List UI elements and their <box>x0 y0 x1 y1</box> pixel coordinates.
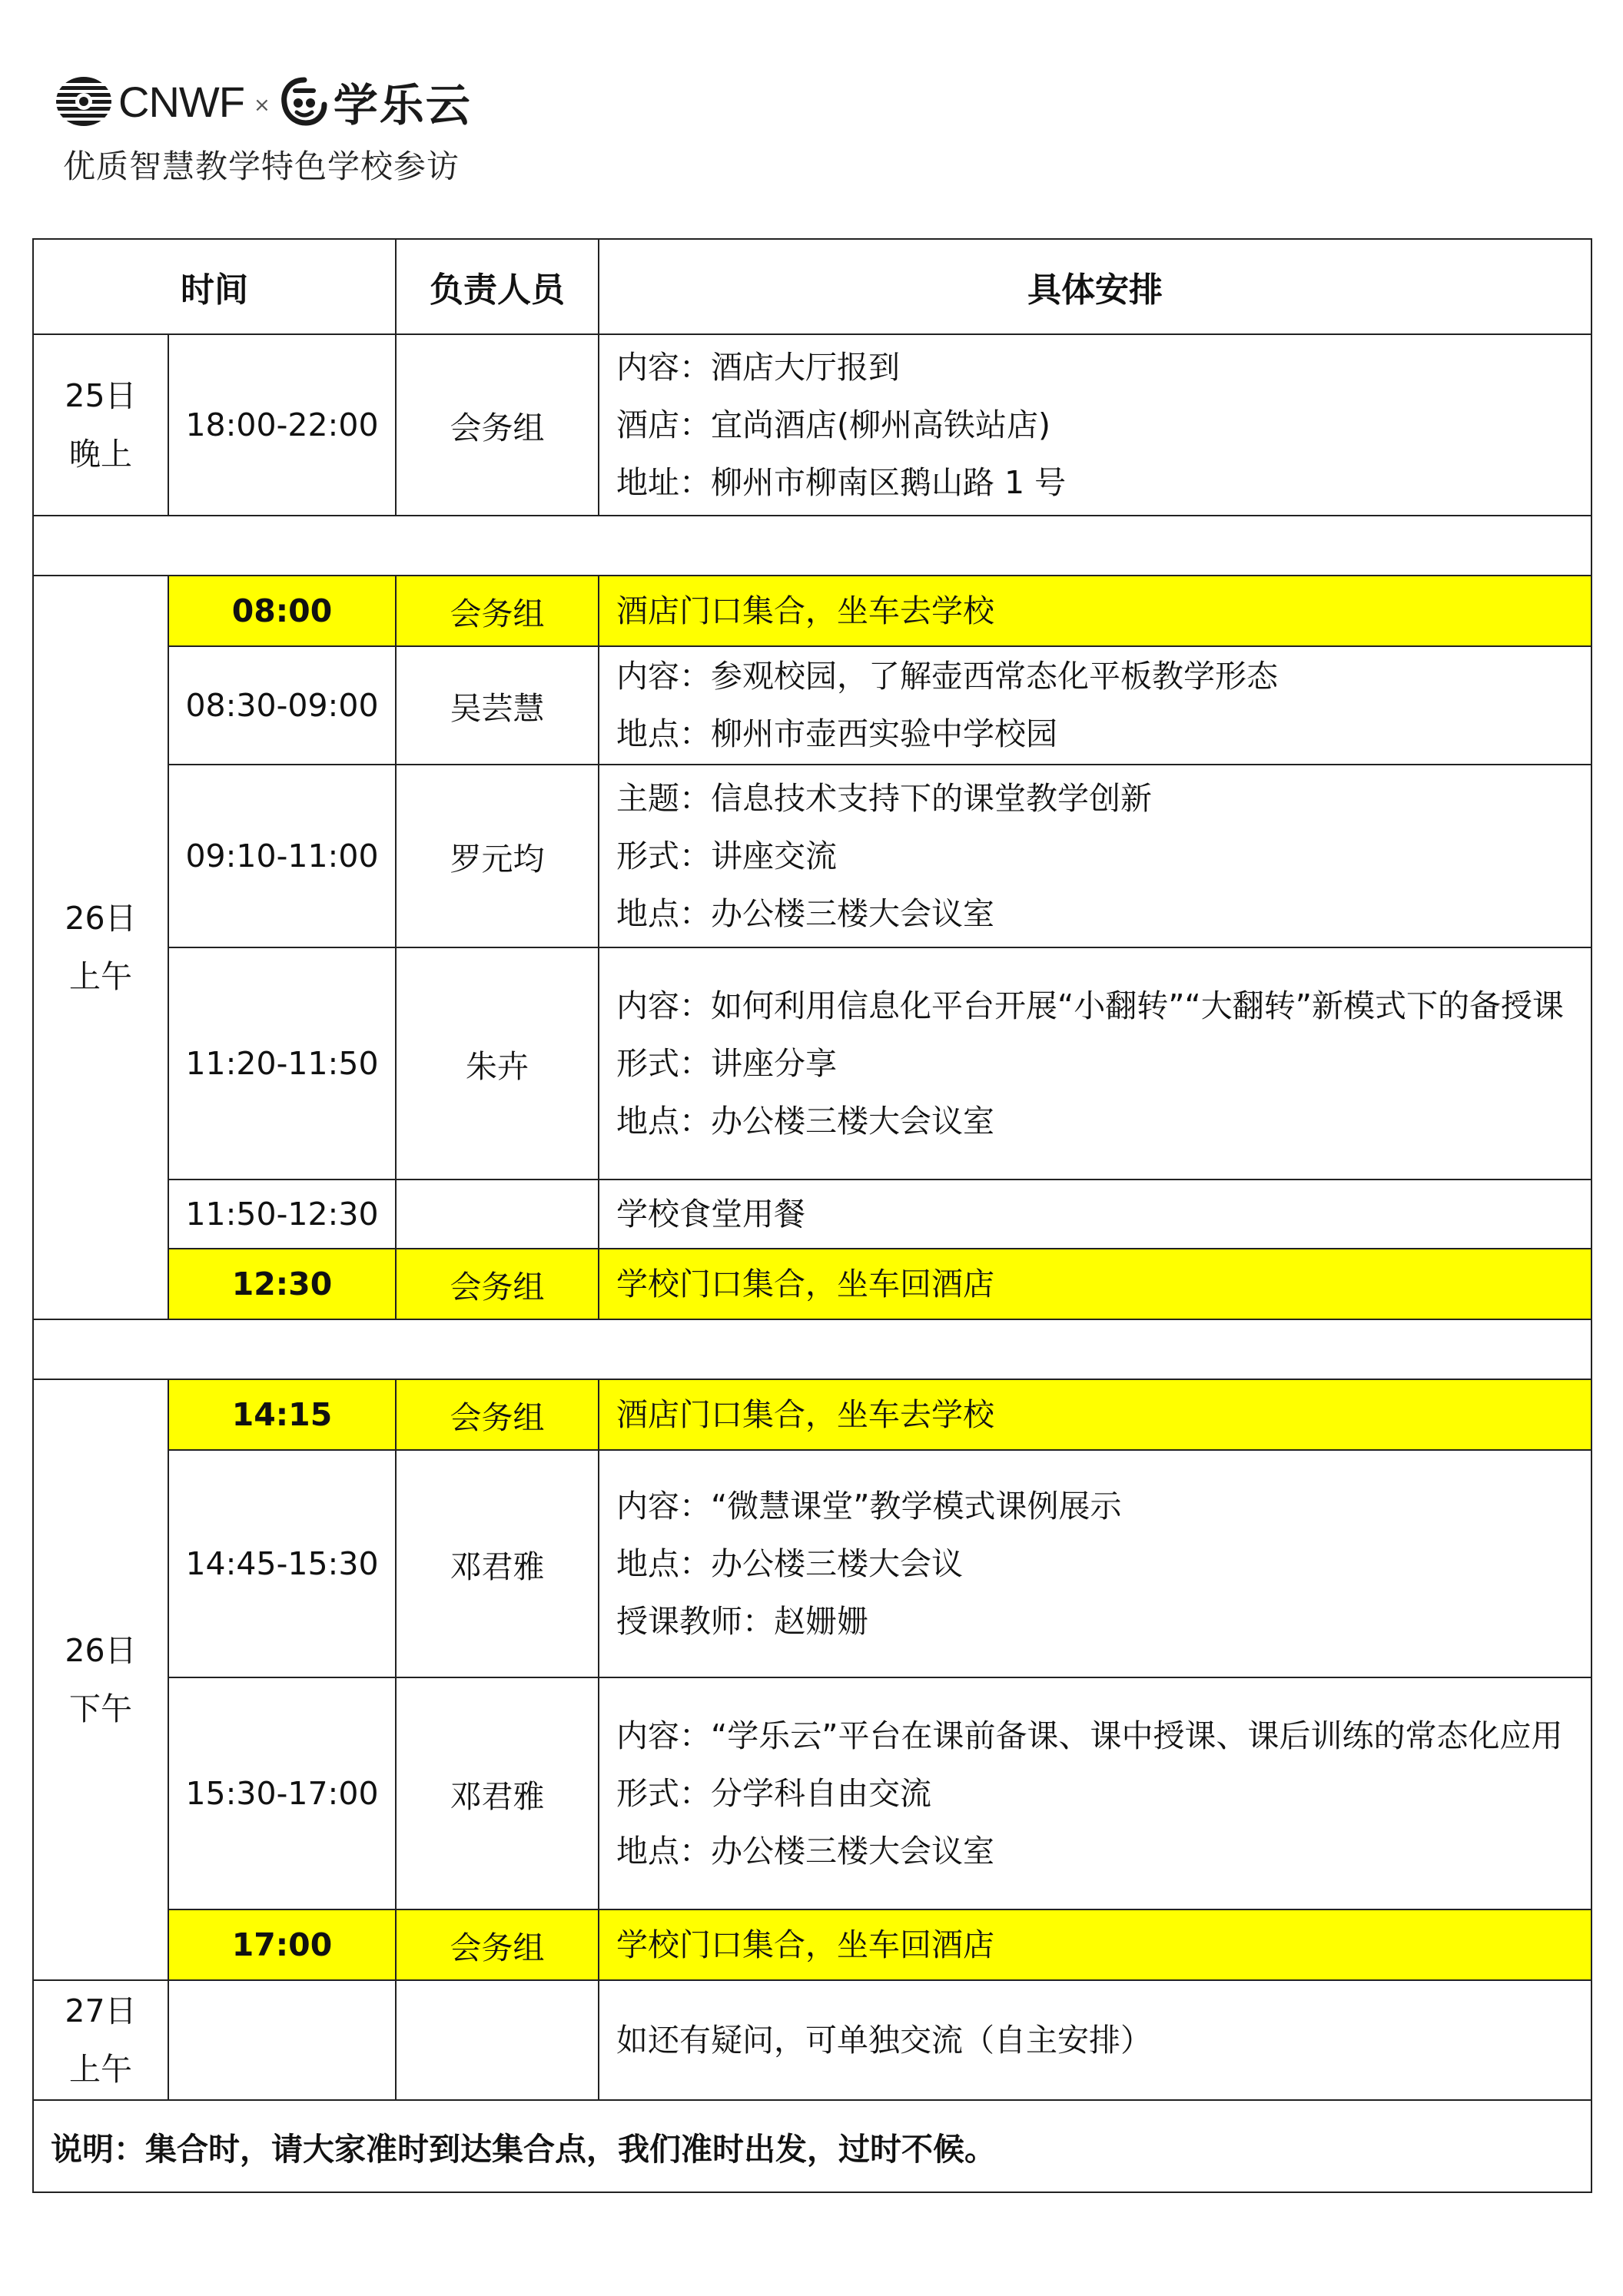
person-cell: 吴芸慧 <box>396 646 599 765</box>
table-row <box>33 1249 1591 1319</box>
person-cell: 会务组 <box>396 334 599 516</box>
detail-line: 主题：信息技术支持下的课堂教学创新 <box>616 779 1152 817</box>
detail-cell <box>599 765 1591 947</box>
brand-name: CNWF <box>118 77 244 126</box>
detail-line: 内容：如何利用信息化平台开展“小翻转”“大翻转”新模式下的备授课 <box>616 987 1564 1024</box>
detail-line: 授课教师：赵姗姗 <box>616 1602 868 1640</box>
table-row <box>33 1180 1591 1249</box>
day-cell <box>33 334 168 516</box>
person-cell: 邓君雅 <box>396 1677 599 1909</box>
detail-line: 地点：办公楼三楼大会议 <box>616 1544 963 1582</box>
partner-name: 学乐云 <box>333 79 472 131</box>
detail-line: 地点：柳州市壶西实验中学校园 <box>616 715 1057 752</box>
detail-cell <box>599 947 1591 1180</box>
period-label: 下午 <box>69 1690 132 1727</box>
detail-line: 内容：酒店大厅报到 <box>616 348 900 386</box>
day-label: 26日 <box>65 1632 137 1669</box>
person-cell: 会务组 <box>396 576 599 646</box>
detail-line: 酒店：宜尚酒店(柳州高铁站店) <box>616 406 1050 443</box>
day-cell <box>33 576 168 1319</box>
day-label: 25日 <box>65 377 137 414</box>
time-cell: 11:20-11:50 <box>168 947 396 1180</box>
person-cell <box>396 1180 599 1249</box>
xuele-logo-icon <box>280 75 329 128</box>
person-cell: 罗元均 <box>396 765 599 947</box>
person-cell: 会务组 <box>396 1379 599 1450</box>
detail-cell <box>599 1909 1591 1980</box>
detail-line: 学校食堂用餐 <box>616 1195 805 1233</box>
time-cell: 09:10-11:00 <box>168 765 396 947</box>
detail-cell <box>599 646 1591 765</box>
detail-line: 形式：讲座交流 <box>616 837 837 874</box>
period-label: 上午 <box>69 958 132 995</box>
header-row <box>33 239 1591 334</box>
detail-cell <box>599 1249 1591 1319</box>
time-cell: 08:00 <box>168 576 396 646</box>
note-row <box>33 2100 1591 2192</box>
page-subtitle: 优质智慧教学特色学校参访 <box>63 148 460 185</box>
cnwf-logo-icon <box>52 74 115 129</box>
time-cell <box>168 1980 396 2100</box>
table-row <box>33 1980 1591 2100</box>
time-cell: 11:50-12:30 <box>168 1180 396 1249</box>
time-cell: 18:00-22:00 <box>168 334 396 516</box>
detail-line: 酒店门口集合，坐车去学校 <box>616 592 994 629</box>
time-cell: 17:00 <box>168 1909 396 1980</box>
detail-line: 内容：“微慧课堂”教学模式课例展示 <box>616 1487 1122 1525</box>
header-time: 时间 <box>33 239 396 334</box>
detail-cell <box>599 1379 1591 1450</box>
table-row <box>33 765 1591 947</box>
time-cell: 08:30-09:00 <box>168 646 396 765</box>
time-cell: 14:45-15:30 <box>168 1450 396 1677</box>
day-label: 26日 <box>65 900 137 937</box>
person-cell: 会务组 <box>396 1249 599 1319</box>
day-cell <box>33 1379 168 1980</box>
schedule-table <box>32 238 1592 2193</box>
table-row <box>33 1450 1591 1677</box>
detail-line: 形式：分学科自由交流 <box>616 1774 931 1812</box>
table-row <box>33 1379 1591 1450</box>
detail-line: 地点：办公楼三楼大会议室 <box>616 894 994 932</box>
detail-line: 内容：参观校园，了解壶西常态化平板教学形态 <box>616 658 1278 695</box>
header-logos <box>52 71 472 132</box>
person-cell: 邓君雅 <box>396 1450 599 1677</box>
detail-line: 酒店门口集合，坐车去学校 <box>616 1395 994 1433</box>
detail-line: 地点：办公楼三楼大会议室 <box>616 1832 994 1870</box>
header-person: 负责人员 <box>396 239 599 334</box>
detail-cell <box>599 1677 1591 1909</box>
person-cell <box>396 1980 599 2100</box>
detail-line: 内容：“学乐云”平台在课前备课、课中授课、课后训练的常态化应用 <box>616 1717 1563 1754</box>
table-row <box>33 1677 1591 1909</box>
detail-line: 学校门口集合，坐车回酒店 <box>616 1265 994 1302</box>
detail-line: 学校门口集合，坐车回酒店 <box>616 1926 994 1963</box>
spacer-row <box>33 516 1591 576</box>
period-label: 晚上 <box>69 436 132 473</box>
header-detail: 具体安排 <box>599 239 1591 334</box>
time-cell: 15:30-17:00 <box>168 1677 396 1909</box>
day-label: 27日 <box>65 1992 137 2029</box>
detail-cell <box>599 1450 1591 1677</box>
detail-cell <box>599 576 1591 646</box>
detail-cell <box>599 334 1591 516</box>
person-cell: 朱卉 <box>396 947 599 1180</box>
spacer-row <box>33 1319 1591 1379</box>
detail-cell <box>599 1180 1591 1249</box>
table-row <box>33 576 1591 646</box>
table-row <box>33 646 1591 765</box>
time-cell: 14:15 <box>168 1379 396 1450</box>
detail-line: 地点：办公楼三楼大会议室 <box>616 1102 994 1140</box>
time-cell: 12:30 <box>168 1249 396 1319</box>
table-row <box>33 1909 1591 1980</box>
table-row <box>33 947 1591 1180</box>
day-cell <box>33 1980 168 2100</box>
period-label: 上午 <box>69 2051 132 2088</box>
detail-cell: 如还有疑问，可单独交流（自主安排） <box>599 1980 1591 2100</box>
detail-line: 地址：柳州市柳南区鹅山路 1 号 <box>616 463 1067 501</box>
person-cell: 会务组 <box>396 1909 599 1980</box>
note-text: 说明：集合时，请大家准时到达集合点，我们准时出发，过时不候。 <box>33 2100 1591 2192</box>
detail-line: 形式：讲座分享 <box>616 1044 837 1082</box>
table-row <box>33 334 1591 516</box>
logo-separator: × <box>253 94 270 117</box>
